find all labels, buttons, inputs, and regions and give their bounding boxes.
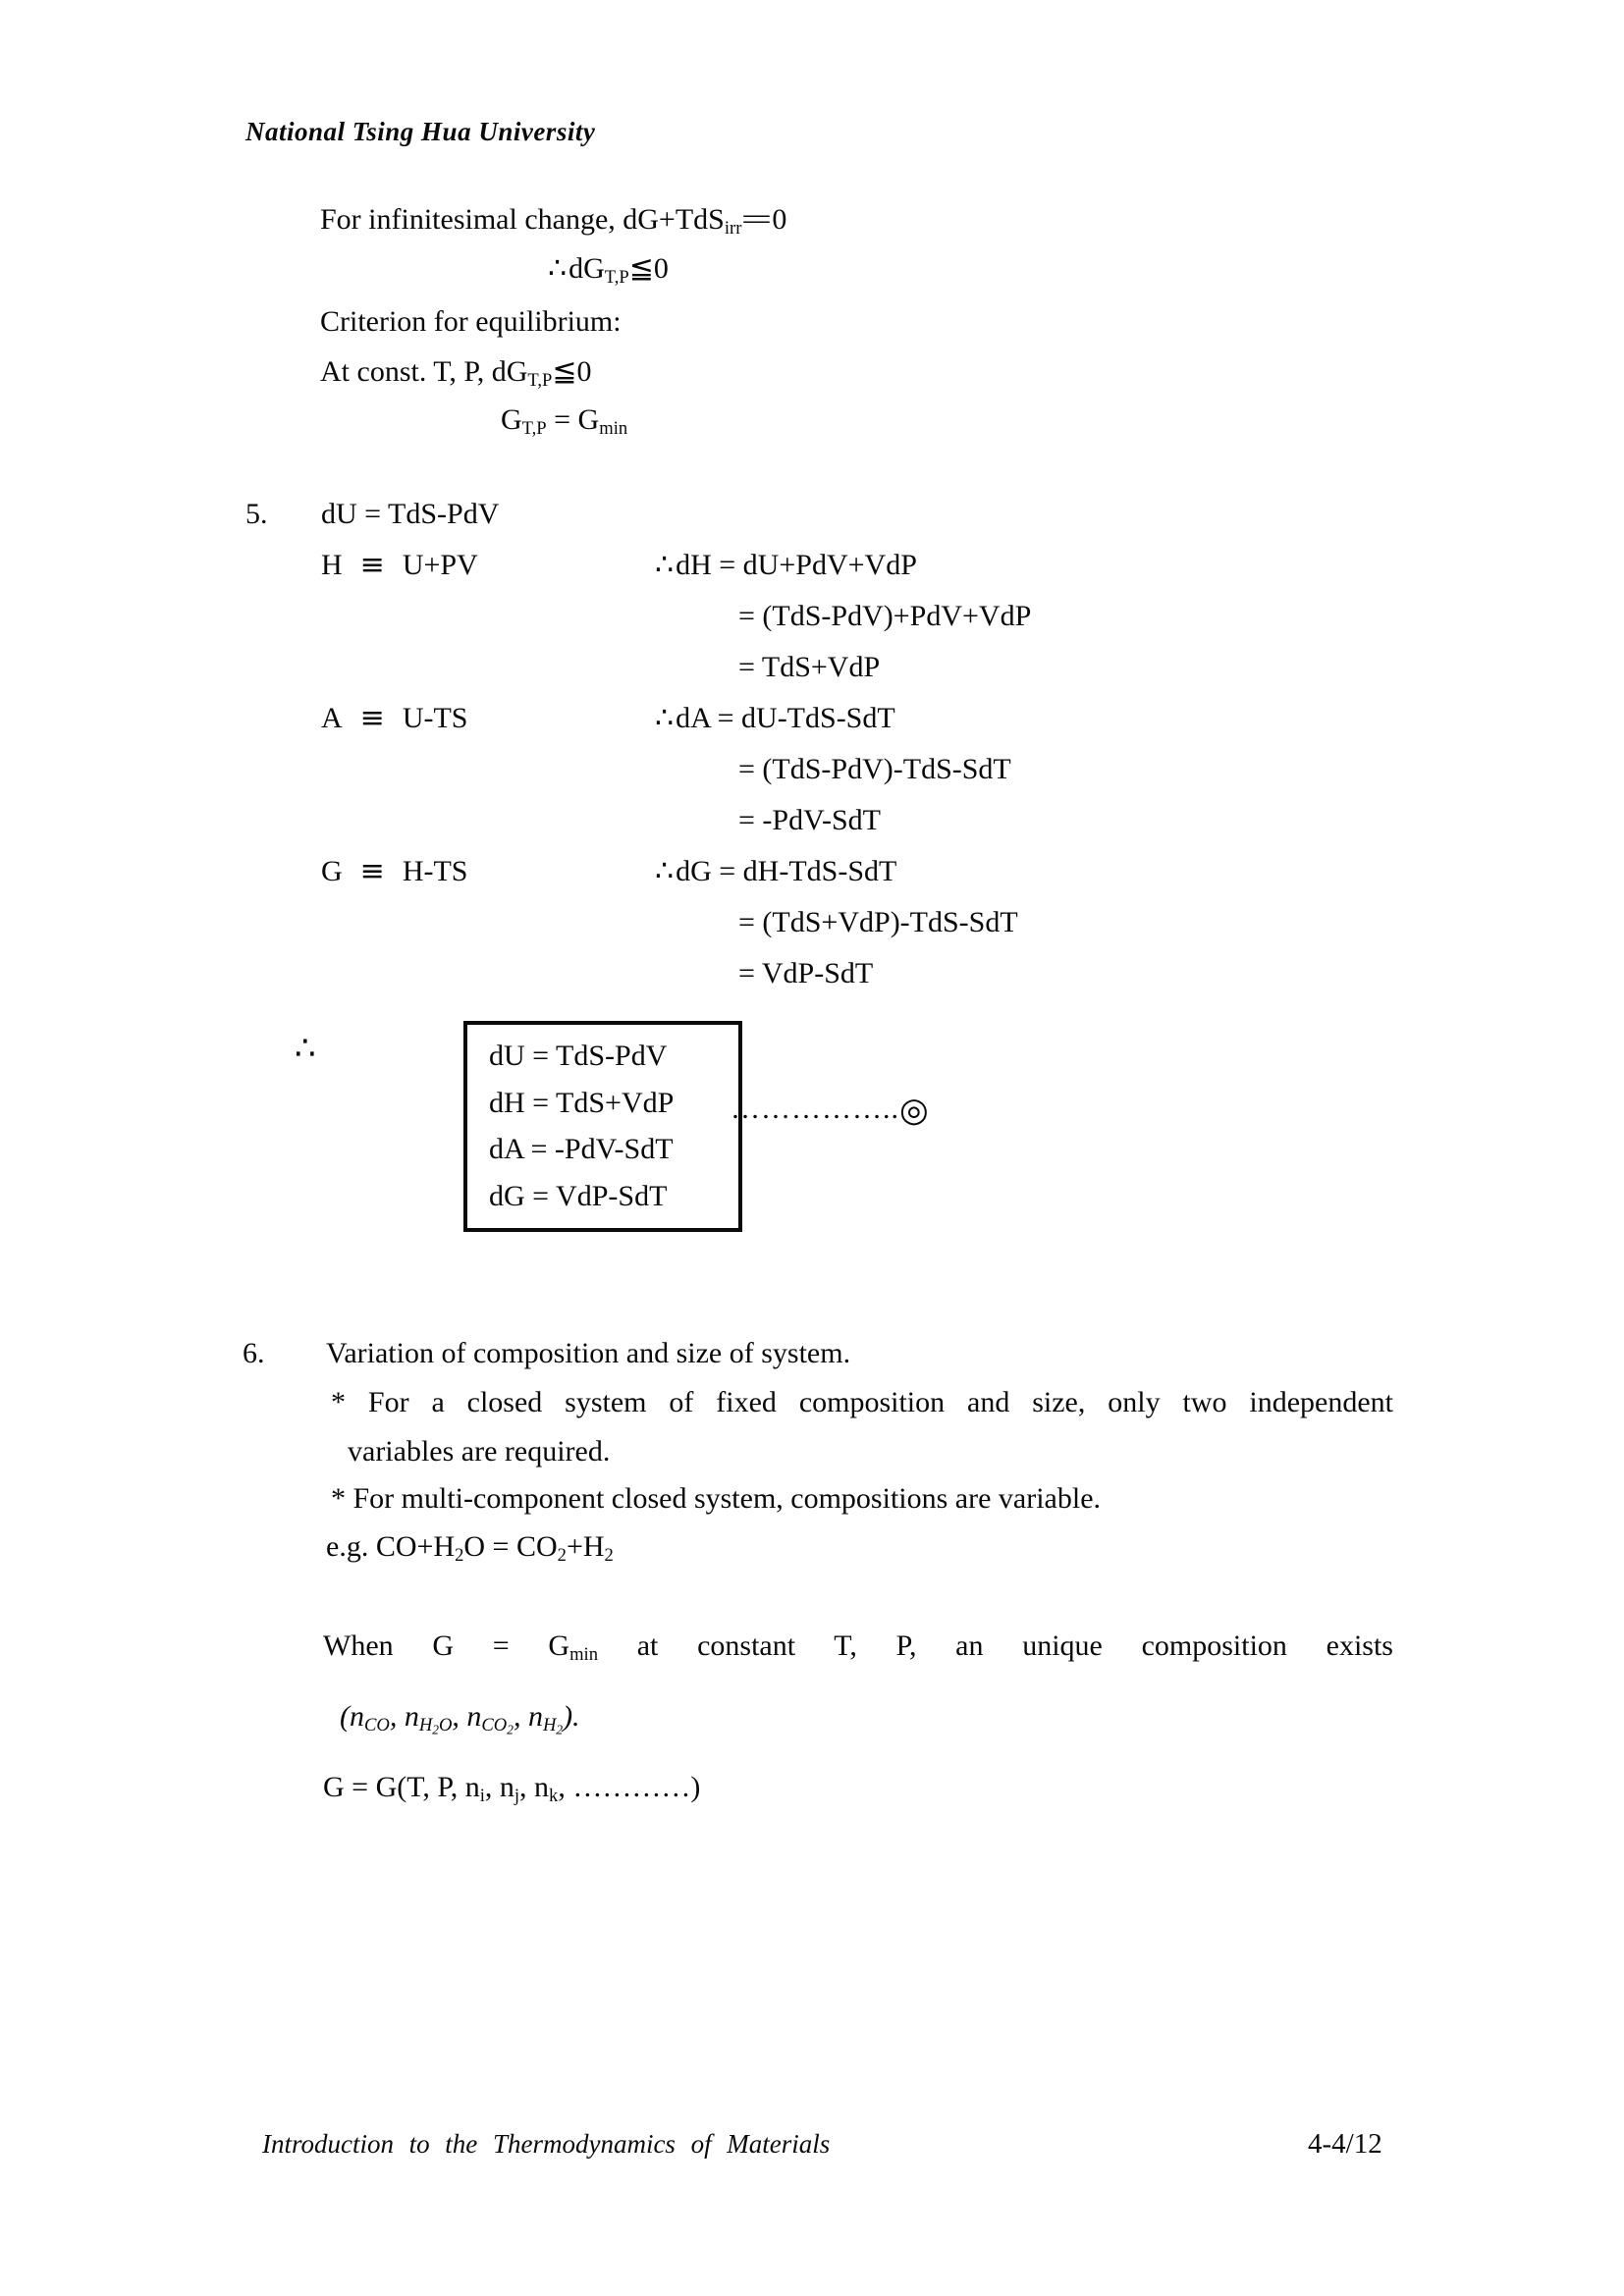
g-function-text: , …………) [558, 1771, 701, 1803]
line-dgtp [548, 251, 669, 295]
subscript-tp: T,P [521, 418, 547, 440]
subscript-co: CO [364, 1715, 390, 1736]
g-function-text: , n [519, 1771, 550, 1803]
lhs: G [321, 855, 343, 887]
result: dH = dU+PdV+VdP [676, 549, 917, 581]
subscript-min: min [599, 418, 628, 440]
rhs: H-TS [402, 855, 468, 887]
result: dG = dH-TdS-SdT [676, 855, 897, 887]
def-g [321, 854, 467, 889]
step: = (TdS-PdV)+PdV+VdP [738, 600, 1032, 632]
dgtp-text: dG [568, 252, 605, 285]
comma: , [389, 1700, 405, 1733]
step: = VdP-SdT [738, 957, 874, 989]
section6-title: Variation of composition and size of system. [326, 1337, 851, 1369]
zero: 0 [576, 355, 592, 388]
sub-text: O [438, 1715, 453, 1736]
n-symbol: n [350, 1700, 364, 1733]
def-a [321, 701, 467, 736]
subscript-tp: T,P [604, 267, 629, 289]
line-gmin [501, 402, 627, 447]
equals-g: = G [546, 403, 600, 436]
bullet1-line2: variables are required. [348, 1435, 611, 1468]
rhs: U+PV [402, 549, 478, 581]
n-symbol: n [404, 1700, 419, 1733]
therefore-symbol: ∴ [655, 854, 675, 888]
equiv-symbol: ≡ [359, 548, 385, 582]
deriv-dg [655, 854, 896, 889]
page-number: 4-4/12 [1308, 2128, 1382, 2160]
subscript-i: i [479, 1786, 485, 1807]
sub-sub-2: 2 [432, 1722, 439, 1737]
section5-main-eq: dU = TdS-PdV [321, 498, 500, 530]
subscript-h2o [419, 1715, 453, 1735]
box-line: dG = VdP-SdT [489, 1179, 668, 1212]
wide-equals: = [740, 203, 773, 236]
equiv-symbol: ≡ [359, 854, 385, 888]
when-text: When G = G [323, 1629, 570, 1662]
equiv-symbol: ≡ [359, 701, 385, 735]
subscript-2: 2 [557, 1545, 567, 1567]
step: = (TdS+VdP)-TdS-SdT [738, 906, 1018, 938]
section5-number: 5. [245, 498, 268, 530]
g-function-text: , n [484, 1771, 514, 1803]
subscript-j: j [514, 1786, 520, 1807]
subscript-2: 2 [604, 1545, 614, 1567]
box-line: dH = TdS+VdP [489, 1086, 675, 1119]
result: dA = dU-TdS-SdT [676, 702, 895, 734]
n-symbol: n [527, 1700, 543, 1733]
box-line: dA = -PdV-SdT [489, 1133, 674, 1166]
zero: 0 [653, 252, 669, 285]
g-function-line [323, 1770, 700, 1814]
deriv-dh [655, 548, 917, 583]
header-title: National Tsing Hua University [245, 117, 596, 146]
section6-number: 6. [243, 1337, 265, 1369]
when-line [323, 1629, 1393, 1673]
def-h [321, 548, 478, 583]
footer-title: Introduction to the Thermodynamics of Materials [262, 2129, 831, 2159]
subscript-min: min [569, 1644, 598, 1666]
subscript-irr: irr [724, 218, 742, 240]
summary-box [463, 1021, 742, 1232]
leader-line [731, 1092, 929, 1128]
example-reaction [326, 1529, 614, 1574]
comma: , [452, 1700, 467, 1733]
atconst-text: At const. T, P, dG [320, 355, 528, 388]
reaction-text: O = CO [463, 1530, 558, 1563]
reaction-text: e.g. CO+H [326, 1530, 456, 1563]
subscript-tp: T,P [527, 370, 553, 392]
sub-sub-2: 2 [556, 1722, 564, 1737]
comma: , [513, 1700, 528, 1733]
composition-tuple [340, 1699, 580, 1748]
sub-text: H [542, 1715, 557, 1736]
leq-symbol: ≦ [628, 251, 654, 286]
line-infinitesimal [320, 202, 786, 246]
g-function-text: G = G(T, P, n [323, 1771, 480, 1803]
when-text: at constant T, P, an unique composition exists [598, 1629, 1393, 1662]
n-symbol: n [466, 1700, 482, 1733]
bullet1-line1: * For a closed system of fixed composition and size, only two independent [331, 1386, 1393, 1418]
bullet2: * For multi-component closed system, compositions are variable. [331, 1482, 1102, 1515]
subscript-h2 [543, 1715, 563, 1735]
therefore-symbol: ∴ [655, 701, 675, 735]
leader-dots: …………….. [731, 1093, 899, 1125]
lhs: A [321, 702, 343, 734]
line-criterion: Criterion for equilibrium: [320, 305, 622, 338]
deriv-da [655, 701, 895, 736]
zero: 0 [772, 203, 787, 236]
therefore-symbol: ∴ [548, 251, 568, 286]
sub-sub-2: 2 [507, 1722, 514, 1737]
step: = TdS+VdP [738, 651, 881, 683]
reaction-text: +H [566, 1530, 605, 1563]
therefore-symbol: ∴ [655, 548, 675, 582]
step: = (TdS-PdV)-TdS-SdT [738, 753, 1011, 785]
sub-text: H [418, 1715, 433, 1736]
sub-text: CO [481, 1715, 508, 1736]
subscript-co2 [481, 1715, 514, 1735]
paren: ( [340, 1700, 350, 1733]
subscript-k: k [549, 1786, 559, 1807]
therefore-symbol: ∴ [295, 1029, 316, 1068]
paren: ). [563, 1700, 580, 1733]
line-atconst [320, 354, 592, 399]
bullseye-mark: ◎ [899, 1091, 929, 1130]
box-line: dU = TdS-PdV [489, 1040, 668, 1073]
rhs: U-TS [402, 702, 468, 734]
subscript-2: 2 [455, 1545, 464, 1567]
infinitesimal-text: For infinitesimal change, dG+TdS [320, 203, 725, 236]
g-symbol: G [501, 403, 522, 436]
lhs: H [321, 549, 343, 581]
leq-symbol: ≦ [552, 354, 577, 389]
step: = -PdV-SdT [738, 804, 882, 836]
